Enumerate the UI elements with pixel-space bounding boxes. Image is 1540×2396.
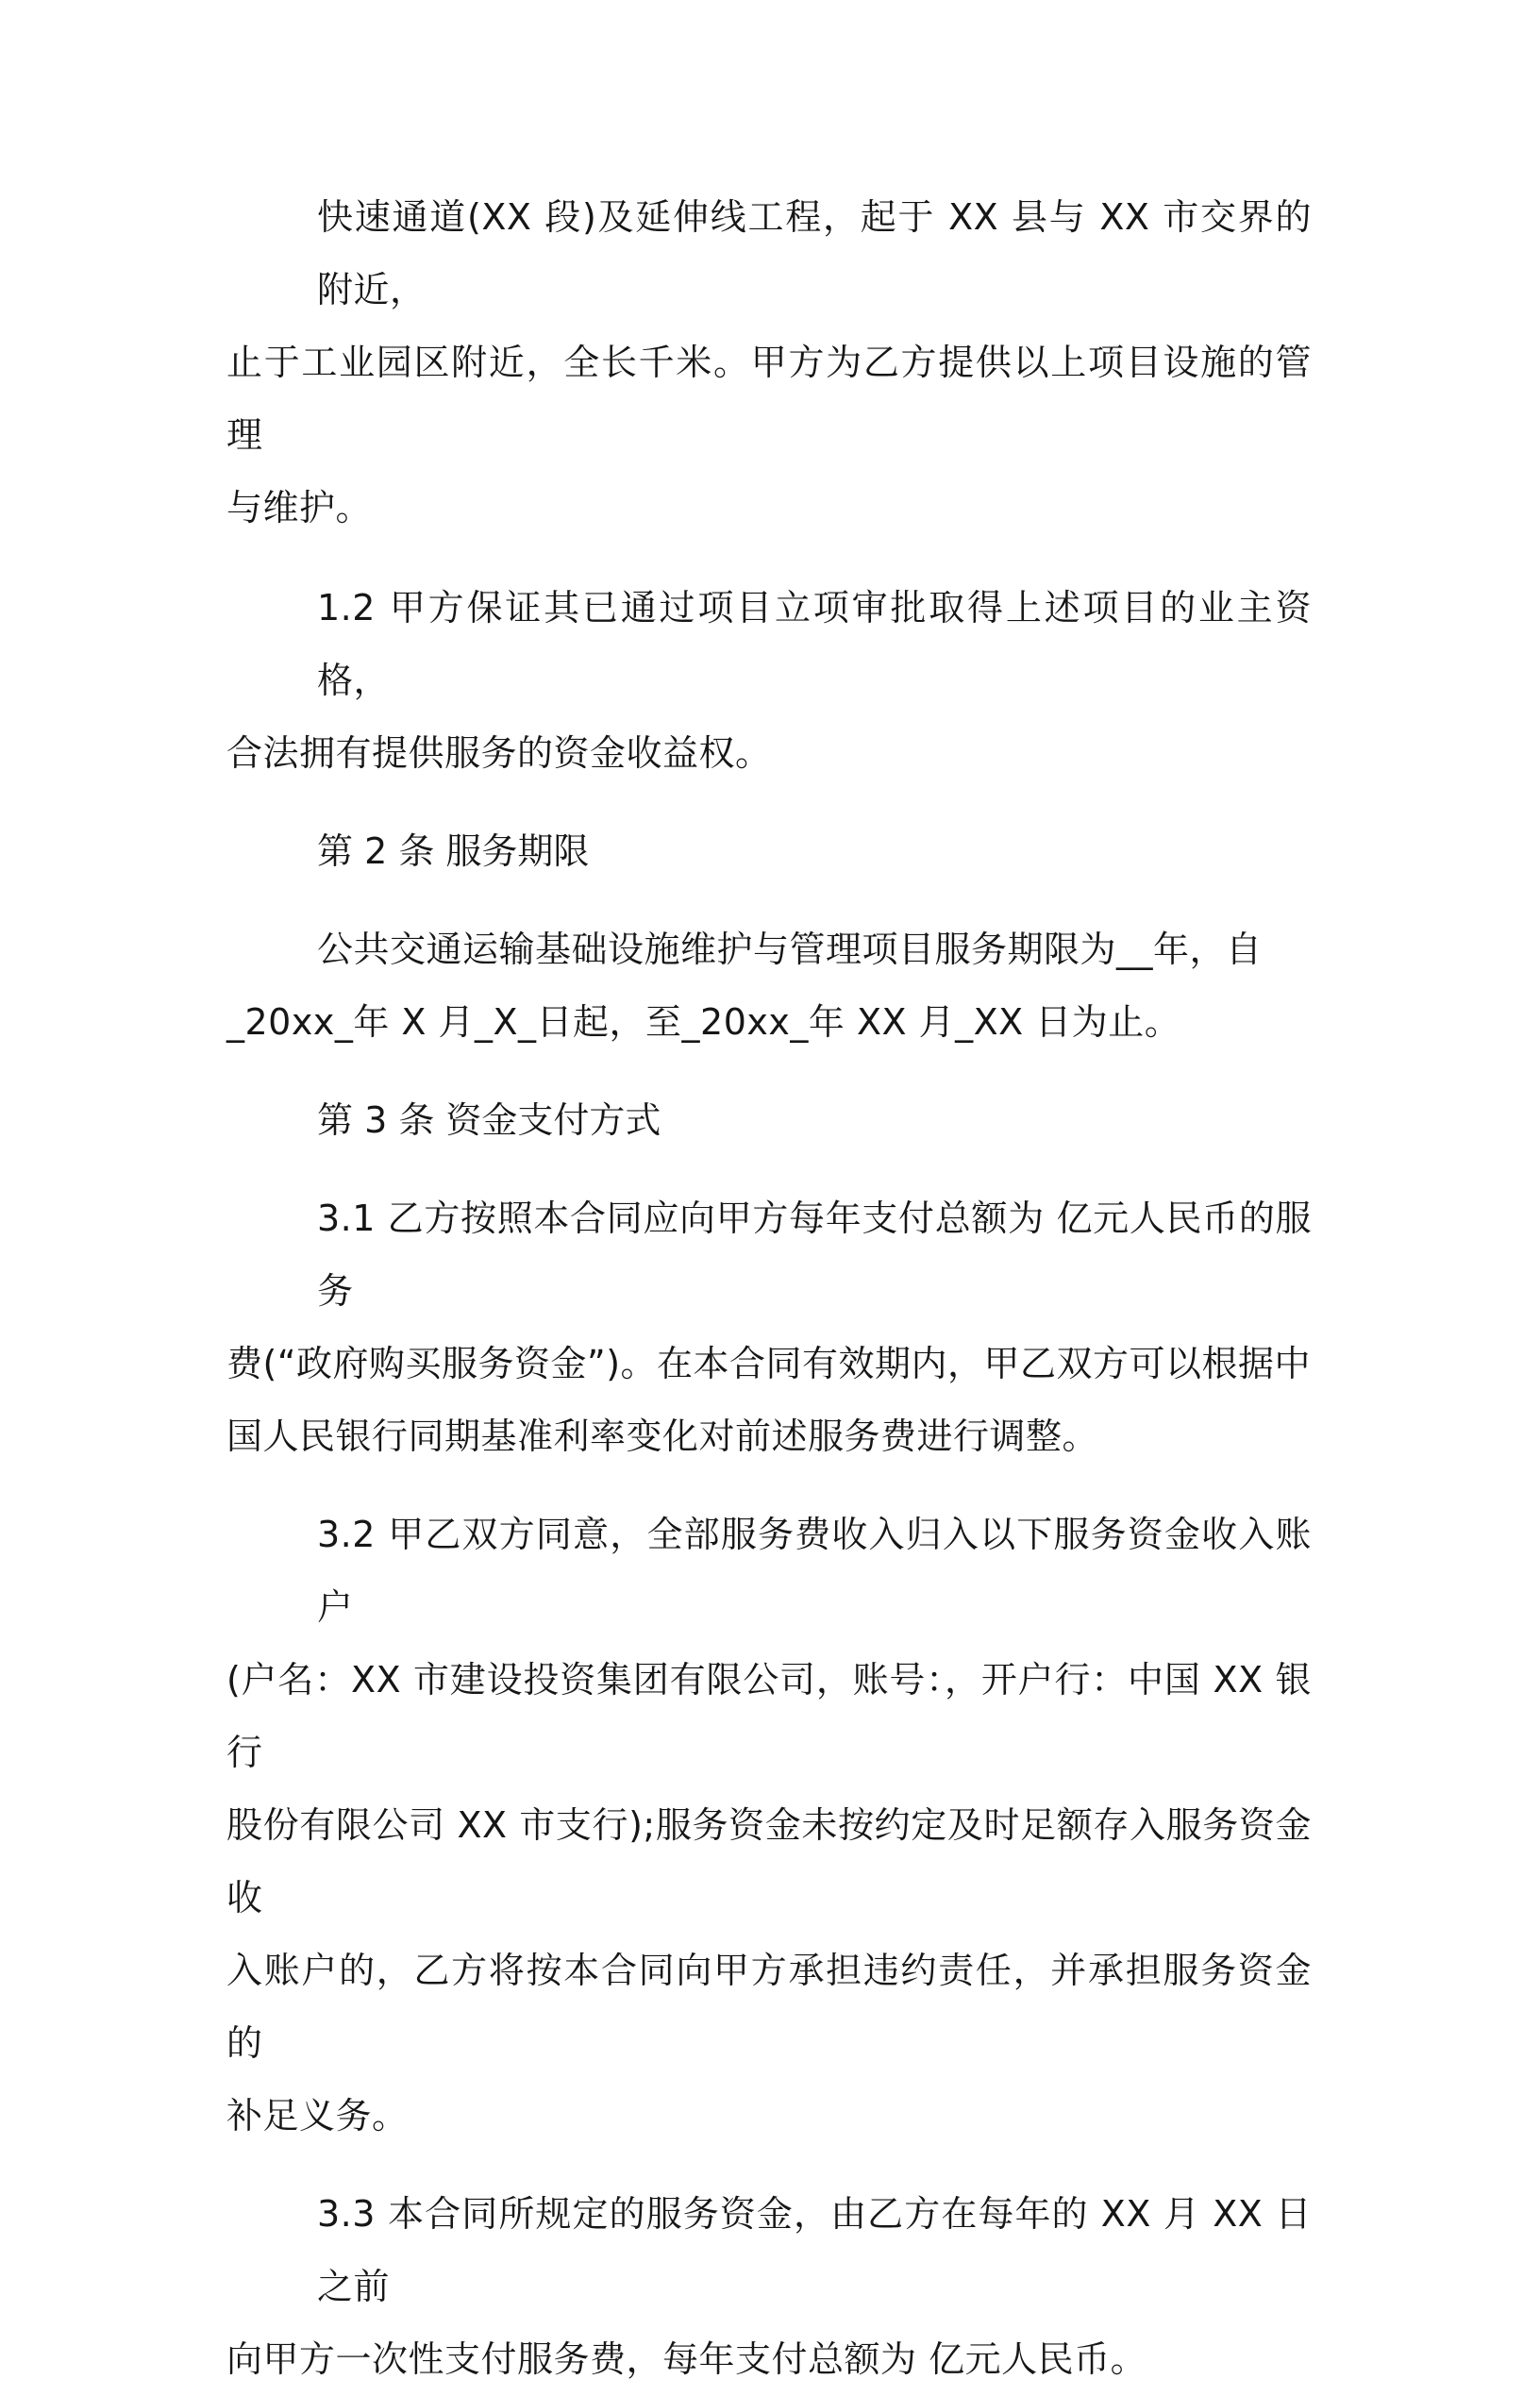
heading-text: 第 3 条 资金支付方式 [317,1099,661,1141]
text-line: 快速通道(XX 段)及延伸线工程，起于 XX 县与 XX 市交界的附近， [317,196,1312,310]
paragraph-clause-3-2 [226,1499,1312,2153]
text-line: 公共交通运输基础设施维护与管理项目服务期限为__年，自 [317,929,1263,970]
text-line: 入账户的，乙方将按本合同向甲方承担违约责任，并承担服务资金的 [226,1950,1312,2064]
paragraph-clause-3-1 [226,1182,1312,1473]
text-line: 1.2 甲方保证其已通过项目立项审批取得上述项目的业主资格， [317,587,1312,701]
heading-article-2 [226,815,1312,888]
text-line: 与维护。 [226,487,373,528]
text-line: 3.1 乙方按照本合同应向甲方每年支付总额为 亿元人民币的服务 [317,1198,1312,1312]
paragraph-service-term [226,913,1312,1059]
text-line: 国人民银行同期基准利率变化对前述服务费进行调整。 [226,1416,1099,1457]
text-line: _20xx_年 X 月_X_日起，至_20xx_年 XX 月_XX 日为止。 [226,1001,1181,1043]
text-line: 向甲方一次性支付服务费，每年支付总额为 亿元人民币。 [226,2338,1147,2380]
text-line: 3.2 甲乙双方同意，全部服务费收入归入以下服务资金收入账户 [317,1514,1312,1628]
text-line: 合法拥有提供服务的资金收益权。 [226,732,772,774]
text-line: (户名：XX 市建设投资集团有限公司，账号：，开户行：中国 XX 银行 [226,1659,1312,1773]
text-line: 股份有限公司 XX 市支行);服务资金未按约定及时足额存入服务资金收 [226,1804,1312,1918]
heading-text: 第 2 条 服务期限 [317,830,590,872]
text-line: 止于工业园区附近，全长千米。甲方为乙方提供以上项目设施的管理 [226,342,1312,456]
document-page [226,181,1312,2396]
text-line: 3.3 本合同所规定的服务资金，由乙方在每年的 XX 月 XX 日之前 [317,2193,1312,2307]
paragraph-project-scope [226,181,1312,545]
heading-article-3 [226,1084,1312,1157]
text-line: 补足义务。 [226,2095,409,2136]
paragraph-clause-3-3 [226,2178,1312,2396]
paragraph-clause-1-2 [226,572,1312,790]
text-line: 费(“政府购买服务资金”)。在本合同有效期内，甲乙双方可以根据中 [226,1343,1312,1384]
